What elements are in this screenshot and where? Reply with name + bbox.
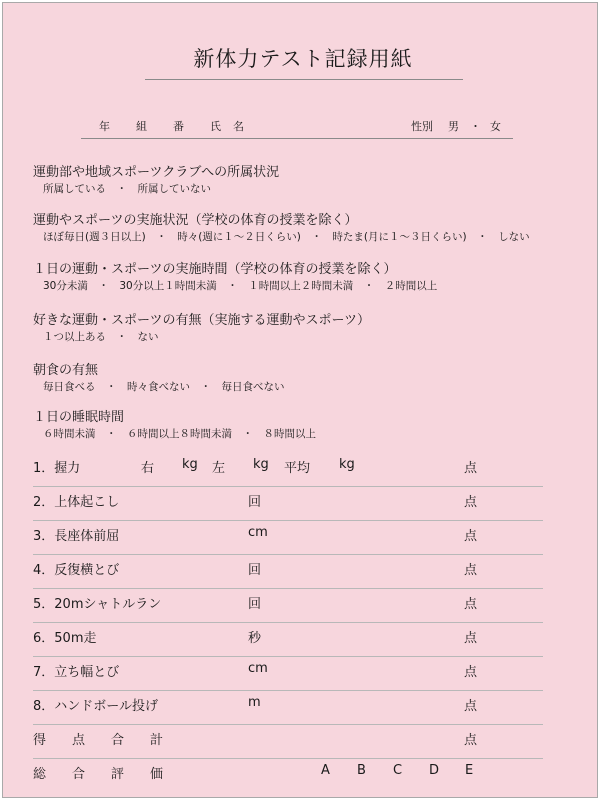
test-label: 5．20mシャトルラン bbox=[33, 597, 162, 612]
question-title: 運動部や地域スポーツクラブへの所属状況 bbox=[33, 165, 280, 180]
question-title: 運動やスポーツの実施状況（学校の体育の授業を除く） bbox=[33, 213, 358, 228]
score-point-unit: 点 bbox=[464, 495, 478, 510]
grade-option-a[interactable]: A bbox=[321, 763, 330, 778]
grip-kg-unit: kg bbox=[182, 457, 198, 472]
score-point-unit: 点 bbox=[464, 699, 478, 714]
grip-right-label: 右 bbox=[141, 461, 155, 476]
info-class-label: 組 bbox=[136, 120, 147, 133]
total-score-label: 得 点 合 計 bbox=[33, 733, 164, 748]
score-point-unit: 点 bbox=[464, 665, 478, 680]
question-options[interactable]: ほぼ毎日(週３日以上) ・ 時々(週に１～２日くらい) ・ 時たま(月に１～３日くらい) ・ しない bbox=[43, 231, 530, 243]
question-exercise-frequency bbox=[33, 209, 530, 244]
grade-option-b[interactable]: B bbox=[357, 763, 366, 778]
overall-rating-label: 総 合 評 価 bbox=[33, 767, 164, 782]
score-point-unit: 点 bbox=[464, 631, 478, 646]
overall-rating-row bbox=[33, 759, 543, 793]
test-row bbox=[33, 623, 543, 657]
info-underline bbox=[81, 138, 513, 139]
score-point-unit: 点 bbox=[464, 461, 478, 476]
question-club bbox=[33, 161, 279, 196]
test-row bbox=[33, 521, 543, 555]
info-separator: ・ bbox=[470, 120, 481, 133]
test-unit: cm bbox=[248, 661, 268, 676]
record-sheet bbox=[2, 2, 598, 798]
score-point-unit: 点 bbox=[464, 733, 478, 748]
test-label: 8．ハンドボール投げ bbox=[33, 699, 159, 714]
test-row bbox=[33, 589, 543, 623]
test-row bbox=[33, 487, 543, 521]
title-underline bbox=[145, 79, 463, 80]
info-grade-label: 年 bbox=[99, 120, 110, 133]
test-row bbox=[33, 691, 543, 725]
question-options[interactable]: 所属している ・ 所属していない bbox=[43, 183, 211, 195]
question-sleep bbox=[33, 406, 316, 441]
test-unit: m bbox=[248, 695, 261, 710]
test-unit: 回 bbox=[248, 597, 262, 612]
info-name-label: 名 bbox=[233, 120, 244, 133]
question-title: １日の運動・スポーツの実施時間（学校の体育の授業を除く） bbox=[33, 262, 397, 277]
test-unit: 回 bbox=[248, 495, 262, 510]
info-female-option[interactable]: 女 bbox=[490, 120, 501, 133]
question-favorite-sport bbox=[33, 309, 370, 344]
test-row bbox=[33, 657, 543, 691]
info-family-name-label: 氏 bbox=[210, 120, 221, 133]
question-options[interactable]: 30分未満 ・ 30分以上１時間未満 ・ １時間以上２時間未満 ・ ２時間以上 bbox=[43, 280, 438, 292]
test-label: 7．立ち幅とび bbox=[33, 665, 120, 680]
page-title: 新体力テスト記録用紙 bbox=[193, 47, 413, 71]
test-unit: cm bbox=[248, 525, 268, 540]
grip-kg-unit: kg bbox=[253, 457, 269, 472]
grade-option-e[interactable]: E bbox=[465, 763, 474, 778]
test-unit: 回 bbox=[248, 563, 262, 578]
score-point-unit: 点 bbox=[464, 563, 478, 578]
question-exercise-time bbox=[33, 258, 437, 293]
info-sex-label: 性別 bbox=[411, 120, 433, 133]
grip-left-label: 左 bbox=[212, 461, 226, 476]
test-label: 6．50m走 bbox=[33, 631, 97, 646]
info-number-label: 番 bbox=[173, 120, 184, 133]
test-label: 2．上体起こし bbox=[33, 495, 120, 510]
grade-option-d[interactable]: D bbox=[429, 763, 440, 778]
score-point-unit: 点 bbox=[464, 597, 478, 612]
grip-kg-unit: kg bbox=[339, 457, 355, 472]
test-row bbox=[33, 555, 543, 589]
info-male-option[interactable]: 男 bbox=[448, 120, 459, 133]
total-score-row bbox=[33, 725, 543, 759]
question-breakfast bbox=[33, 359, 285, 394]
test-label: 4．反復横とび bbox=[33, 563, 120, 578]
question-options[interactable]: １つ以上ある ・ ない bbox=[43, 331, 159, 343]
question-options[interactable]: 毎日食べる ・ 時々食べない ・ 毎日食べない bbox=[43, 381, 285, 393]
question-options[interactable]: ６時間未満 ・ ６時間以上８時間未満 ・ ８時間以上 bbox=[43, 428, 316, 440]
grade-option-c[interactable]: C bbox=[393, 763, 403, 778]
test-unit: 秒 bbox=[248, 631, 262, 646]
test-label: 1．握力 bbox=[33, 461, 81, 476]
grip-average-label: 平均 bbox=[284, 461, 311, 476]
test-label: 3．長座体前屈 bbox=[33, 529, 120, 544]
question-title: 好きな運動・スポーツの有無（実施する運動やスポーツ） bbox=[33, 313, 370, 328]
question-title: １日の睡眠時間 bbox=[33, 410, 125, 425]
test-row-grip bbox=[33, 453, 543, 487]
score-point-unit: 点 bbox=[464, 529, 478, 544]
question-title: 朝食の有無 bbox=[33, 363, 99, 378]
